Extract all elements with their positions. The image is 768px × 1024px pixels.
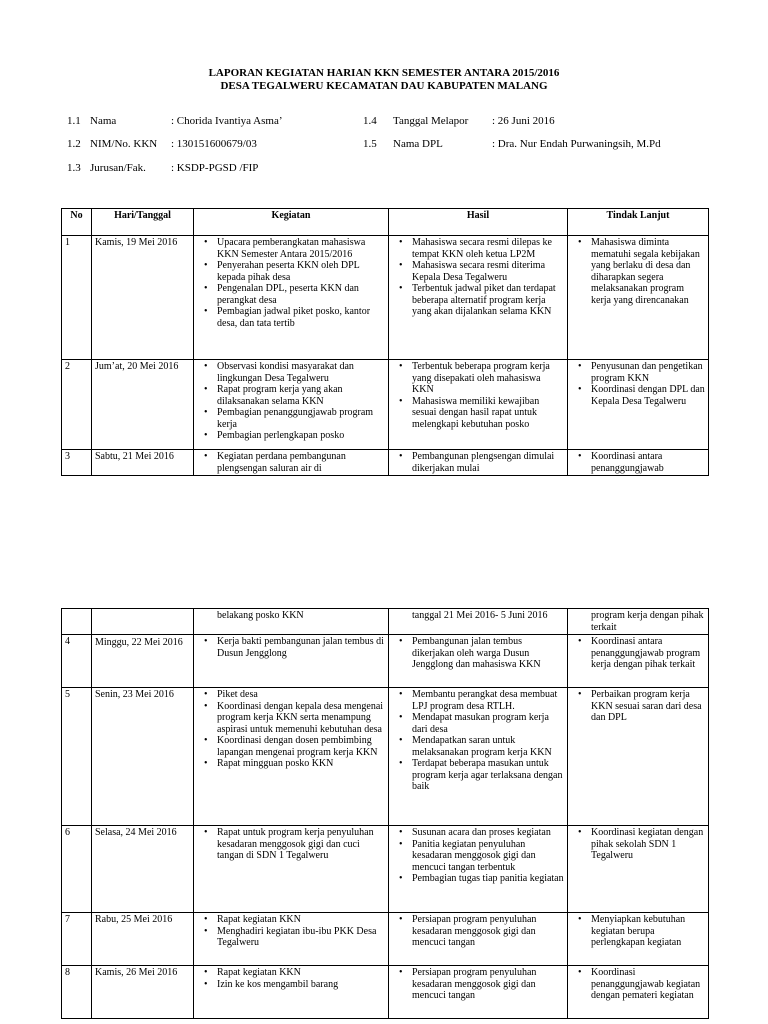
info-dpl-value: : Dra. Nur Endah Purwaningsih, M.Pd: [492, 138, 661, 150]
info-nama-value: : Chorida Ivantiya Asma’: [171, 115, 283, 127]
list-item: • Izin ke kos mengambil barang: [217, 979, 385, 991]
row-number: 4: [62, 635, 92, 688]
list-item: • Pengenalan DPL, peserta KKN dan perangkat desa: [217, 283, 385, 306]
list-item: • Rapat kegiatan KKN: [217, 967, 385, 979]
info-tanggal-value: : 26 Juni 2016: [492, 115, 555, 127]
row-date: Rabu, 25 Mei 2016: [92, 913, 194, 966]
list-item: • Terdapat beberapa masukan untuk program kerja agar terlaksana dengan baik: [412, 758, 564, 793]
table-row: [62, 826, 709, 913]
info-nim-number: 1.2: [67, 138, 81, 150]
row-kegiatan: belakang posko KKN: [194, 609, 389, 635]
list-item: • Koordinasi antara penanggungjawab program kerja dengan pihak terkait: [591, 636, 705, 671]
list-item: • Mahasiswa diminta mematuhi segala kebijakan yang berlaku di desa dan diharapkan segera melaksanakan program kerja yang direncanakan: [591, 237, 705, 306]
list-item: • Koordinasi dengan dosen pembimbing lapangan mengenai program kerja KKN: [217, 735, 385, 758]
header-no: No: [62, 209, 92, 236]
list-item: • Perbaikan program kerja KKN sesuai saran dari desa dan DPL: [591, 689, 705, 724]
table-row: [62, 236, 709, 360]
row-number: 6: [62, 826, 92, 913]
list-item: • Panitia kegiatan penyuluhan kesadaran menggosok gigi dan mencuci tangan terbentuk: [412, 839, 564, 874]
row-kegiatan: [194, 826, 389, 913]
header-hasil: Hasil: [389, 209, 568, 236]
row-kegiatan: [194, 913, 389, 966]
list-item: • Piket desa: [217, 689, 385, 701]
list-item: • Upacara pemberangkatan mahasiswa KKN Semester Antara 2015/2016: [217, 237, 385, 260]
table-row-continuation: [62, 609, 709, 635]
row-kegiatan: [194, 688, 389, 826]
list-item: • Membantu perangkat desa membuat LPJ program desa RTLH.: [412, 689, 564, 712]
row-hasil: tanggal 21 Mei 2016- 5 Juni 2016: [389, 609, 568, 635]
list-item: • Menghadiri kegiatan ibu-ibu PKK Desa Tegalweru: [217, 926, 385, 949]
table-row: [62, 913, 709, 966]
info-jurusan-value: : KSDP-PGSD /FIP: [171, 162, 259, 174]
list-item: • Terbentuk beberapa program kerja yang disepakati oleh mahasiswa KKN: [412, 361, 564, 396]
list-item: • Koordinasi dengan kepala desa mengenai program kerja KKN serta menampung aspirasi untuk memenuhi kebutuhan desa: [217, 701, 385, 736]
activity-table-page2: [61, 608, 709, 1019]
row-hasil: [389, 966, 568, 1019]
header-date: Hari/Tanggal: [92, 209, 194, 236]
list-item: • Susunan acara dan proses kegiatan: [412, 827, 564, 839]
list-item: • Menyiapkan kebutuhan kegiatan berupa perlengkapan kegiatan: [591, 914, 705, 949]
row-hasil: [389, 635, 568, 688]
row-number: 7: [62, 913, 92, 966]
report-title-line2: DESA TEGALWERU KECAMATAN DAU KABUPATEN MALANG: [220, 80, 548, 92]
list-item: • Rapat untuk program kerja penyuluhan kesadaran menggosok gigi dan cuci tangan di SDN 1 Tegalweru: [217, 827, 385, 862]
row-hasil: [389, 688, 568, 826]
info-nama-number: 1.1: [67, 115, 81, 127]
list-item: • Koordinasi kegiatan dengan pihak sekolah SDN 1 Tegalweru: [591, 827, 705, 862]
info-nama-label: Nama: [90, 115, 117, 127]
list-item: • Kegiatan perdana pembangunan plengsengan saluran air di: [217, 451, 385, 474]
row-date: Jum’at, 20 Mei 2016: [92, 360, 194, 450]
list-item: • Pembagian tugas tiap panitia kegiatan: [412, 873, 564, 885]
row-date: Minggu, 22 Mei 2016: [92, 635, 194, 688]
row-number: 1: [62, 236, 92, 360]
row-tindak-lanjut: [568, 826, 709, 913]
header-tindak-lanjut: Tindak Lanjut: [568, 209, 709, 236]
info-tanggal-label: Tanggal Melapor: [393, 115, 469, 127]
list-item: • Penyerahan peserta KKN oleh DPL kepada pihak desa: [217, 260, 385, 283]
row-kegiatan: [194, 635, 389, 688]
list-item: • Terbentuk jadwal piket dan terdapat beberapa alternatif program kerja yang akan dijalankan selama KKN: [412, 283, 564, 318]
row-date: Sabtu, 21 Mei 2016: [92, 450, 194, 476]
row-number: 2: [62, 360, 92, 450]
row-hasil: [389, 236, 568, 360]
list-item: • Koordinasi dengan DPL dan Kepala Desa Tegalweru: [591, 384, 705, 407]
list-item: • Penyusunan dan pengetikan program KKN: [591, 361, 705, 384]
list-item: • Pembagian penanggungjawab program kerja: [217, 407, 385, 430]
list-item: • Observasi kondisi masyarakat dan lingkungan Desa Tegalweru: [217, 361, 385, 384]
row-date: Kamis, 26 Mei 2016: [92, 966, 194, 1019]
table-header-row: [62, 209, 709, 236]
list-item: • Mahasiswa secara resmi dilepas ke tempat KKN oleh ketua LP2M: [412, 237, 564, 260]
list-item: • Pembagian perlengkapan posko: [217, 430, 385, 442]
row-tindak-lanjut: [568, 360, 709, 450]
list-item: • Kerja bakti pembangunan jalan tembus di Dusun Jengglong: [217, 636, 385, 659]
row-number: 8: [62, 966, 92, 1019]
row-number: [62, 609, 92, 635]
table-row: [62, 688, 709, 826]
info-dpl-label: Nama DPL: [393, 138, 443, 150]
header-kegiatan: Kegiatan: [194, 209, 389, 236]
list-item: • Mahasiswa memiliki kewajiban sesuai dengan hasil rapat untuk melengkapi kebutuhan posko: [412, 396, 564, 431]
list-item: • Koordinasi antara penanggungjawab: [591, 451, 705, 474]
info-nim-value: : 130151600679/03: [171, 138, 257, 150]
row-kegiatan: [194, 450, 389, 476]
report-title-line1: LAPORAN KEGIATAN HARIAN KKN SEMESTER ANTARA 2015/2016: [208, 67, 560, 79]
list-item: • Mendapat masukan program kerja dari desa: [412, 712, 564, 735]
row-hasil: [389, 913, 568, 966]
row-tindak-lanjut: [568, 635, 709, 688]
info-tanggal-number: 1.4: [363, 115, 377, 127]
row-number: 5: [62, 688, 92, 826]
row-kegiatan: [194, 236, 389, 360]
row-tindak-lanjut: program kerja dengan pihak terkait: [568, 609, 709, 635]
row-tindak-lanjut: [568, 236, 709, 360]
row-hasil: [389, 360, 568, 450]
table-row: [62, 966, 709, 1019]
list-item: • Persiapan program penyuluhan kesadaran menggosok gigi dan mencuci tangan: [412, 967, 564, 1002]
info-dpl-number: 1.5: [363, 138, 377, 150]
row-date: Selasa, 24 Mei 2016: [92, 826, 194, 913]
list-item: • Koordinasi penanggungjawab kegiatan dengan pemateri kegiatan: [591, 967, 705, 1002]
row-kegiatan: [194, 966, 389, 1019]
list-item: • Mahasiswa secara resmi diterima Kepala Desa Tegalweru: [412, 260, 564, 283]
row-tindak-lanjut: [568, 450, 709, 476]
table-row: [62, 635, 709, 688]
table-row: [62, 450, 709, 476]
list-item: • Pembagian jadwal piket posko, kantor desa, dan tata tertib: [217, 306, 385, 329]
list-item: • Rapat kegiatan KKN: [217, 914, 385, 926]
row-date: Senin, 23 Mei 2016: [92, 688, 194, 826]
info-nim-label: NIM/No. KKN: [90, 138, 158, 150]
row-tindak-lanjut: [568, 913, 709, 966]
row-hasil: [389, 450, 568, 476]
list-item: • Pembangunan plengsengan dimulai dikerjakan mulai: [412, 451, 564, 474]
info-jurusan-label: Jurusan/Fak.: [90, 162, 146, 174]
list-item: • Pembangunan jalan tembus dikerjakan oleh warga Dusun Jengglong dan mahasiswa KKN: [412, 636, 564, 671]
info-jurusan-number: 1.3: [67, 162, 81, 174]
table-row: [62, 360, 709, 450]
row-kegiatan: [194, 360, 389, 450]
row-tindak-lanjut: [568, 966, 709, 1019]
row-date: Kamis, 19 Mei 2016: [92, 236, 194, 360]
list-item: • Rapat program kerja yang akan dilaksanakan selama KKN: [217, 384, 385, 407]
row-number: 3: [62, 450, 92, 476]
row-date: [92, 609, 194, 635]
list-item: • Persiapan program penyuluhan kesadaran menggosok gigi dan mencuci tangan: [412, 914, 564, 949]
row-hasil: [389, 826, 568, 913]
list-item: • Mendapatkan saran untuk melaksanakan program kerja KKN: [412, 735, 564, 758]
activity-table-page1: [61, 208, 709, 476]
row-tindak-lanjut: [568, 688, 709, 826]
list-item: • Rapat mingguan posko KKN: [217, 758, 385, 770]
